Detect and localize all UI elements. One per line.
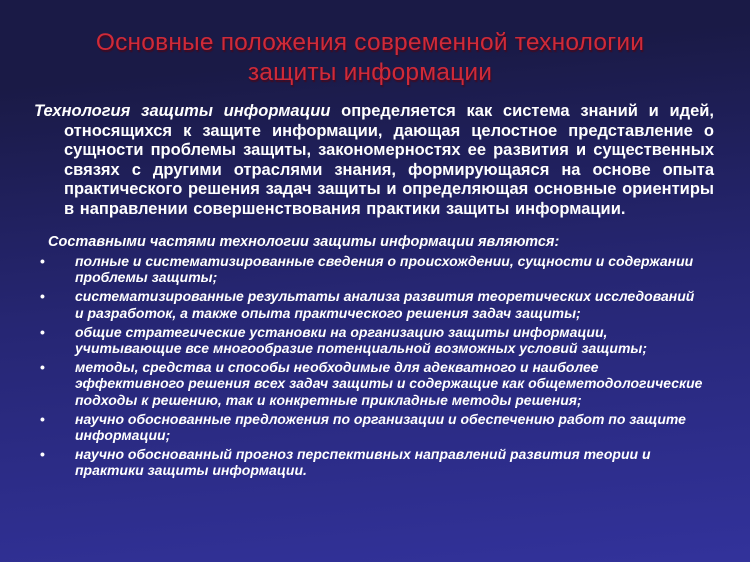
- bullet-icon: •: [40, 446, 45, 463]
- intro-lead-phrase: Технология защиты информации: [34, 102, 331, 120]
- list-item-text: научно обоснованный прогноз перспективных направлений развития теории и практики защиты информации.: [75, 446, 651, 479]
- list-item-text: полные и систематизированные сведения о происхождении, сущности и содержании проблемы защиты;: [75, 253, 694, 286]
- list-item: [0, 288, 706, 320]
- list-item: [0, 253, 706, 285]
- list-item-text: научно обоснованные предложения по организации и обеспечению работ по защите информации;: [75, 410, 686, 444]
- list-item-text: общие стратегические установки на организацию защиты информации, учитывающие все многообразие потенциальной возможных условий защиты;: [75, 323, 648, 357]
- bullet-icon: •: [40, 359, 45, 376]
- list-item-text: систематизированные результаты анализа развития теоретических исследований и разработок, а также опыта практического решения задач защиты;: [75, 288, 695, 321]
- bullet-list: [0, 253, 706, 482]
- slide-title: Основные положения современной технологии защиты информации: [95, 29, 645, 86]
- list-item: [0, 359, 706, 408]
- bullet-icon: •: [40, 288, 45, 305]
- intro-paragraph: [34, 102, 714, 219]
- bullet-icon: •: [40, 323, 45, 340]
- bullet-icon: •: [40, 410, 45, 427]
- intro-body-text: определяется как система знаний и идей, относящихся к защите информации, дающая целостное представление о сущности проблемы защиты, закономерностях ее развития и существенных связях с другими отраслями знания, формирующаяся на основе опыта практического решения задач защиты и определяющая основные ориентиры в направлении совершенствования практики защиты информации.: [64, 102, 714, 218]
- list-item: [0, 446, 706, 478]
- list-item: [0, 411, 706, 443]
- list-item-text: методы, средства и способы необходимые для адекватного и наиболее эффективного решения всех задач защиты и содержащие как общеметодологические подходы к решению, так и конкретные прикладные методы решения;: [75, 359, 703, 408]
- list-item: [0, 324, 706, 356]
- list-heading: Составными частями технологии защиты информации являются:: [48, 234, 560, 250]
- bullet-icon: •: [40, 253, 45, 269]
